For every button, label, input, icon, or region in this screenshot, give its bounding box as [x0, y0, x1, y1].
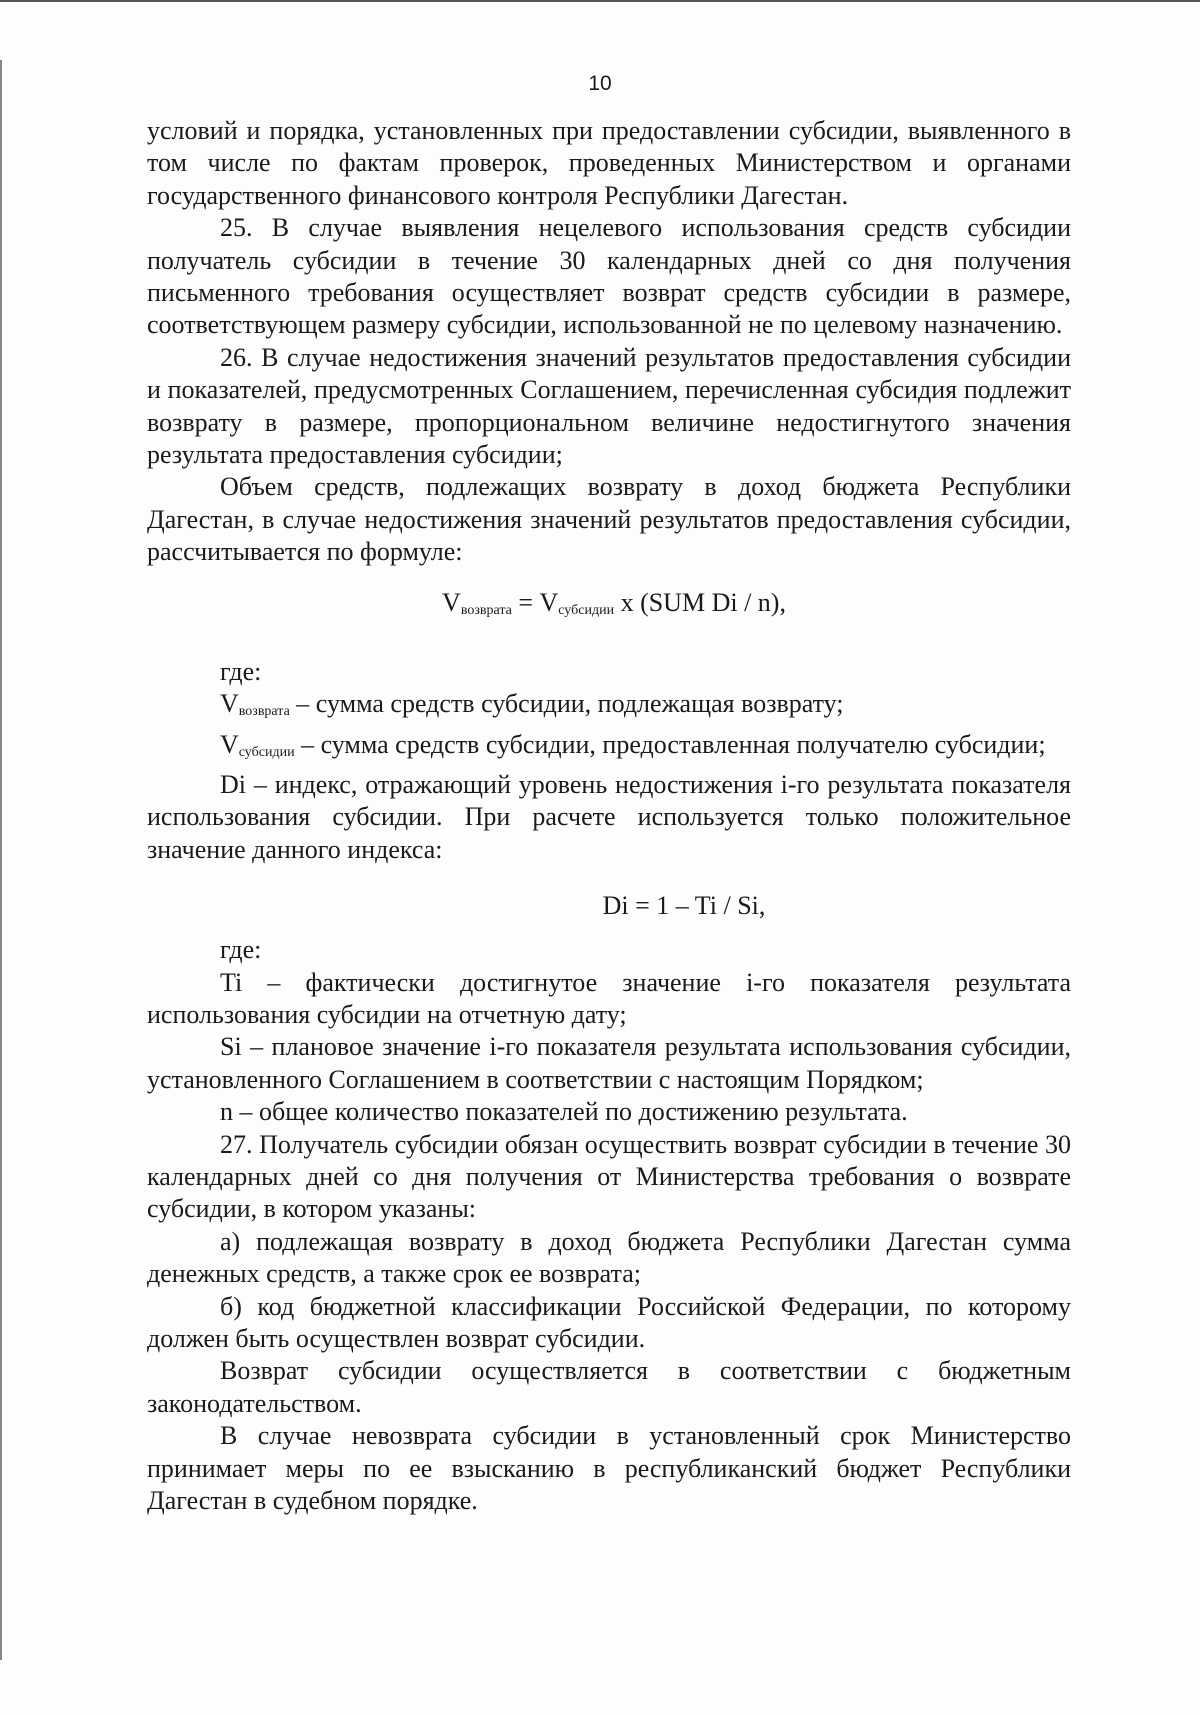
definition-si: Si – плановое значение i-го показателя результата использования субсидии, установленного Соглашением в соответствии с настоящим Порядком; — [147, 1032, 1071, 1094]
where-label-1: где: — [220, 656, 262, 686]
definition-di: Di – индекс, отражающий уровень недостижения i-го результата показателя использования субсидии. При расчете используется только положительное значение данного индекса: — [147, 769, 1071, 864]
paragraph-26: 26. В случае недостижения значений результатов предоставления субсидии и показателей, предусмотренных Соглашением, перечисленная субсидия подлежит возврату в размере, пропорциональном величине недостигнутого значения результата предоставления субсидии; — [147, 342, 1071, 470]
paragraph-volume: Объем средств, подлежащих возврату в доход бюджета Республики Дагестан, в случае недостижения значений результатов предоставления субсидии, рассчитывается по формуле: — [147, 472, 1071, 567]
paragraph-nonreturn: В случае невозврата субсидии в установленный срок Министерство принимает меры по ее взысканию в республиканский бюджет Республики Дагестан в судебном порядке. — [147, 1421, 1071, 1516]
formula-return — [147, 583, 1071, 631]
formula-equals: = — [511, 587, 540, 617]
formula-di: Di = 1 – Ti / Si, — [602, 891, 766, 921]
def-v-sub-subsidy: субсидии — [238, 744, 295, 760]
scan-edge-top — [0, 0, 1200, 2]
document-body — [147, 115, 1071, 1517]
definition-v-subsidy — [147, 729, 1071, 769]
def-v-subsidy-text: – сумма средств субсидии, предоставленная получателю субсидии; — [294, 729, 1046, 759]
scan-edge-left — [0, 60, 2, 1660]
where-label-2: где: — [220, 935, 262, 965]
formula-rest: x (SUM Di / n), — [614, 587, 786, 617]
def-v-symbol: V — [220, 689, 239, 719]
paragraph-intro: условий и порядка, установленных при предоставлении субсидии, выявленного в том числе по фактам проверок, проведенных Министерством и органами государственного финансового контроля Республики Дагестан. — [147, 116, 1071, 210]
list-item-a: а) подлежащая возврату в доход бюджета Республики Дагестан сумма денежных средств, а также срок ее возврата; — [147, 1226, 1071, 1289]
formula-sub-subsidy: субсидии — [558, 602, 615, 618]
definition-ti: Ti – фактически достигнутое значение i-го показателя результата использования субсидии на отчетную дату; — [147, 967, 1071, 1029]
formula-v-symbol: V — [442, 587, 461, 617]
definition-v-return — [147, 688, 1071, 728]
paragraph-return: Возврат субсидии осуществляется в соответствии с бюджетным законодательством. — [147, 1356, 1071, 1418]
formula-v-symbol-2: V — [539, 587, 559, 617]
paragraph-27: 27. Получатель субсидии обязан осуществить возврат субсидии в течение 30 календарных дней со дня получения от Министерства требования о возврате субсидии, в котором указаны: — [147, 1129, 1071, 1224]
list-item-b: б) код бюджетной классификации Российской Федерации, по которому должен быть осуществлен возврат субсидии. — [147, 1291, 1071, 1353]
def-v-sub-return: возврата — [238, 704, 290, 720]
formula-sub-return: возврата — [460, 602, 512, 618]
paragraph-25: 25. В случае выявления нецелевого использования средств субсидии получатель субсидии в течение 30 календарных дней со дня получения письменного требования осуществляет возврат средств субсидии в размере, соответствующем размеру субсидии, использованной не по целевому назначению. — [147, 213, 1071, 340]
definition-n: n – общее количество показателей по достижению результата. — [220, 1097, 908, 1127]
def-v-symbol-2: V — [220, 729, 239, 759]
def-v-return-text: – сумма средств субсидии, подлежащая возврату; — [289, 689, 844, 719]
page-number: 10 — [588, 72, 612, 95]
